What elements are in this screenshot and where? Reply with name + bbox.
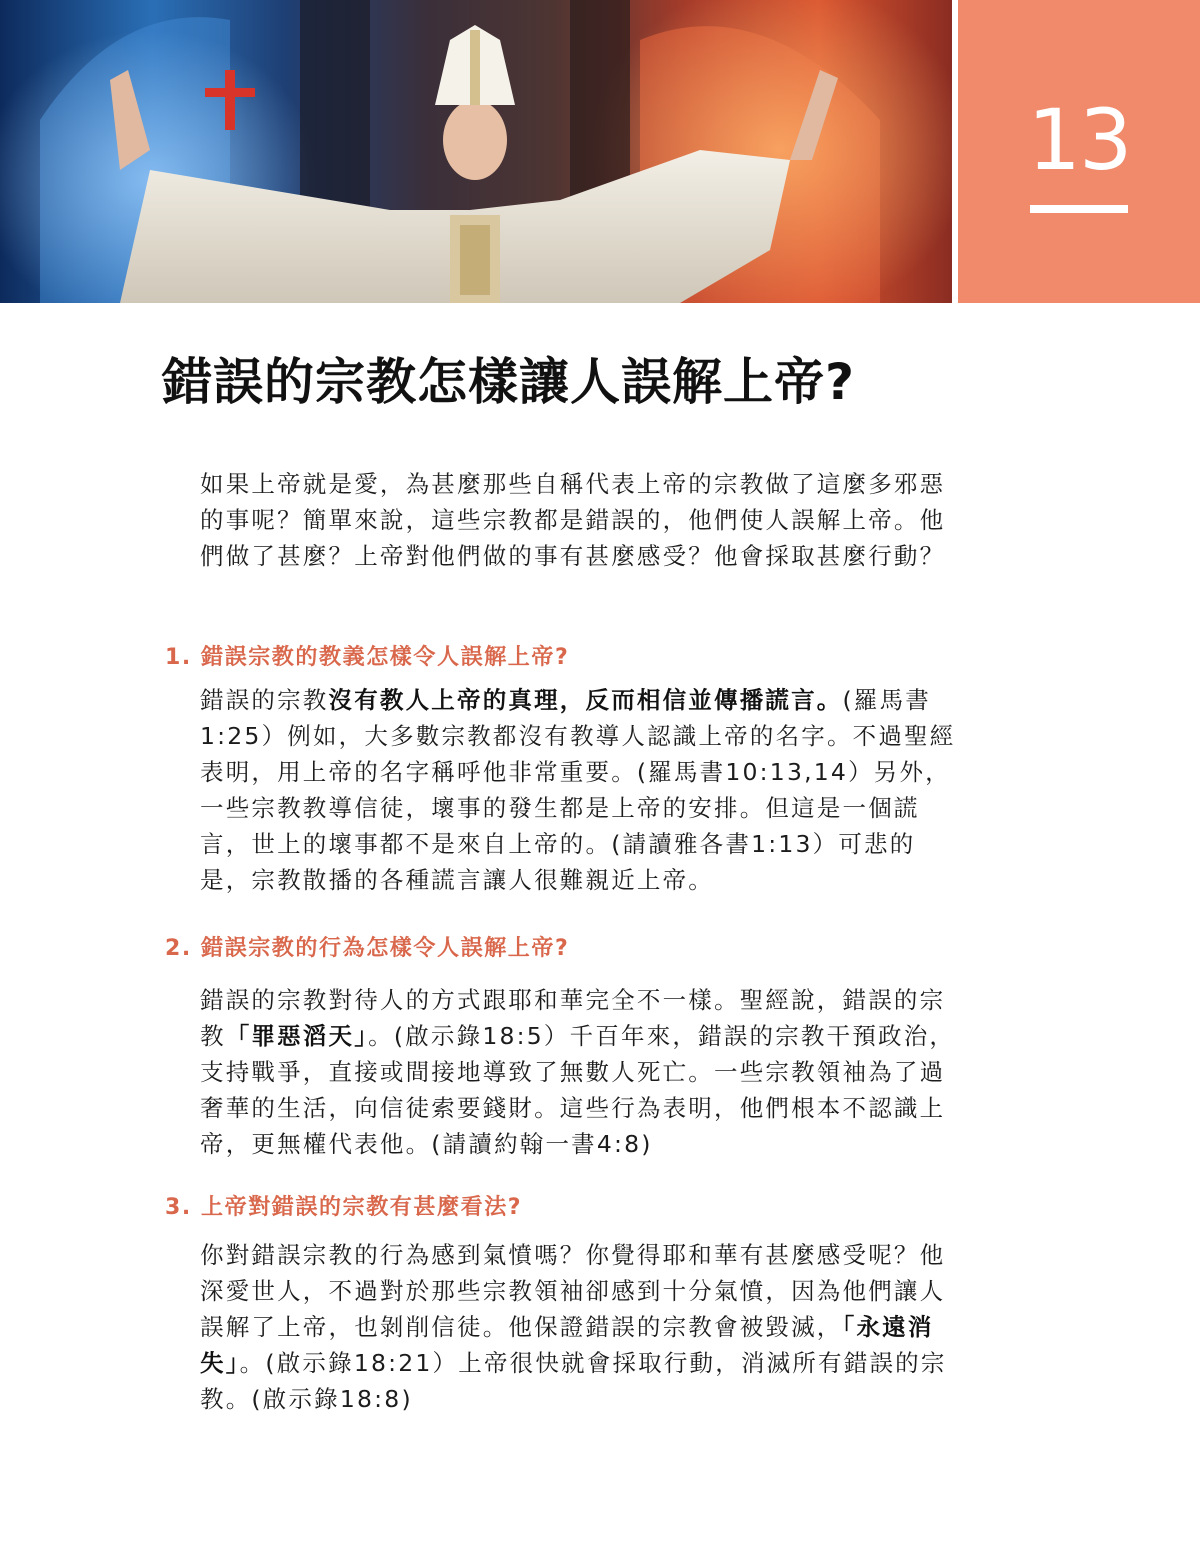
header-photo bbox=[0, 0, 952, 303]
answer-text: 。(啟示錄18:5）千百年來，錯誤的宗教干預政治，支持戰爭，直接或間接地導致了無數人死亡。一些宗教領袖為了過奢華的生活，向信徒索要錢財。這些行為表明，他們根本不認識上帝，更無權代表他。(請讀約翰一書4:8) bbox=[200, 1022, 956, 1158]
answer-2-paragraph bbox=[200, 982, 960, 1162]
question-number: 2. bbox=[165, 936, 192, 961]
answer-text: 錯誤的宗教對待人的方式跟耶和華完全不一樣。聖經說，錯誤的宗教 bbox=[200, 986, 946, 1050]
answer-emphasis: 「罪惡滔天」 bbox=[225, 1022, 369, 1050]
question-text: 錯誤宗教的行為怎樣令人誤解上帝? bbox=[201, 936, 570, 961]
answer-text: 錯誤的宗教 bbox=[200, 686, 329, 714]
question-1 bbox=[165, 643, 955, 673]
answer-text: 你對錯誤宗教的行為感到氣憤嗎？你覺得耶和華有甚麼感受呢？他深愛世人，不過對於那些宗教領袖卻感到十分氣憤，因為他們讓人誤解了上帝，也剝削信徒。他保證錯誤的宗教會被毀滅， bbox=[200, 1241, 946, 1341]
intro-paragraph: 如果上帝就是愛，為甚麼那些自稱代表上帝的宗教做了這麼多邪惡的事呢？簡單來說，這些宗教都是錯誤的，他們使人誤解上帝。他們做了甚麼？上帝對他們做的事有甚麼感受？他會採取甚麼行動？ bbox=[200, 470, 946, 570]
answer-text: (羅馬書1:25）例如，大多數宗教都沒有教導人認識上帝的名字。不過聖經表明，用上帝的名字稱呼他非常重要。(羅馬書10:13,14）另外，一些宗教教導信徒，壞事的發生都是上帝的安排。但這是一個謊言，世上的壞事都不是來自上帝的。(請讀雅各書1:13）可悲的是，宗教散播的各種謊言讓人很難親近上帝。 bbox=[200, 686, 956, 894]
lesson-number-badge bbox=[958, 0, 1200, 303]
answer-1-paragraph bbox=[200, 682, 960, 898]
badge-underline bbox=[1030, 205, 1128, 213]
page-title: 錯誤的宗教怎樣讓人誤解上帝? bbox=[162, 353, 856, 411]
lesson-number: 13 bbox=[1027, 91, 1131, 189]
question-text: 上帝對錯誤的宗教有甚麼看法? bbox=[201, 1195, 523, 1220]
question-text: 錯誤宗教的教義怎樣令人誤解上帝? bbox=[201, 645, 570, 670]
question-2 bbox=[165, 934, 955, 964]
religious-leader-illustration bbox=[0, 0, 952, 303]
answer-3-paragraph bbox=[200, 1237, 960, 1417]
question-number: 3. bbox=[165, 1195, 192, 1220]
answer-emphasis: 「永遠消失」 bbox=[200, 1313, 934, 1377]
answer-text: 。(啟示錄18:21）上帝很快就會採取行動，消滅所有錯誤的宗教。(啟示錄18:8) bbox=[200, 1349, 947, 1413]
question-3 bbox=[165, 1193, 955, 1223]
answer-emphasis: 沒有教人上帝的真理，反而相信並傳播謊言。 bbox=[328, 686, 843, 714]
question-number: 1. bbox=[165, 645, 192, 670]
